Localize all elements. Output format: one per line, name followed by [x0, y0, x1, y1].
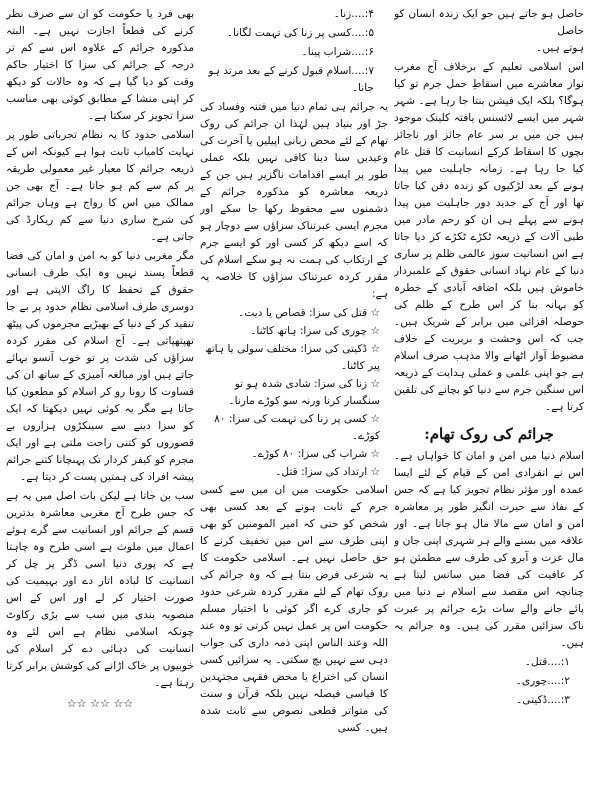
section-heading: جرائم کی روک تھام: [424, 425, 554, 443]
paragraph: مگر مغربی دنیا کو یہ امن و امان کی فضا قطعاً پسند نہیں وہ ایک طرف انسانی حقوق کے تحفظ کا راگ الاپتی ہے اور دوسری طرف اسلامی نظام حدود پر بے جا تنقید کر کے دنیا کے بھیڑیے مجرموں کی پیٹھ تھپتھپاتی ہے۔ آج اسلام کی مقرر کردہ سزاؤں کی شدت پر تو خوب آنسو بہائے جاتے ہیں اور مبالغہ آمیزی کے ساتھ ان کی قساوت کا رونا رو کر اسلام کو مطعون کیا جاتا ہے مگر یہ کوئی نہیں دیکھتا کہ ایک کو سزا دینے سے سینکڑوں ہزاروں بے قصوروں کو کتنی راحت ملتی ہے اور ایک مجرم کو کیفر کردار تک پہنچانا کتنے جرائم پیشہ افراد کی ہمتیں پست کر دیتا ہے۔ [6, 250, 195, 483]
list-item: ۶:....شراب پینا۔ [301, 46, 375, 58]
paragraph: اس اسلامی تعلیم کے برخلاف آج مغرب نواز معاشرے میں اسقاطِ حمل جرم تو کیا ہوگا؟ بلکہ ایک فیشن بنتا جا رہا ہے۔ شہر شہر میں ایسے لائسنس یافتہ کلینک موجود ہیں جن میں بر سر عام جائز اور ناجائز بچوں کا اسقاط کرکے انسانیت کا قتل عام کیا جا رہا ہے۔ زمانہ جاہلیت میں پیدا ہونے کے بعد لڑکیوں کو زندہ دفن کیا جاتا تھا اور آج کے جدید دور جاہلیت میں پیدا ہونے سے پہلے ہی ان کو رحم مادر میں طبی آلات کے ذریعہ ٹکڑے ٹکڑے کر دیا جاتا ہے اس انسانیت سوز عالمی ظلم پر ساری دنیا کے عام نہاد انسانی حقوق کے علمبردار خاموش ہیں بلکہ اضافہ آبادی کے خطرہ کو بہانہ بنا کر اس طرح کے ظلم کی حوصلہ افزائی میں برابر کے شریک ہیں۔ جب کہ اس وحشت و بربریت کے خلاف مضبوط آواز اٹھانے والا مذہب صرف اسلام ہے جو اپنی علمی و عملی ہدایت کے ذریعہ اس سنگین جرم سے دنیا کو بچانے کی تلقین کرتا ہے۔ [394, 61, 584, 413]
paragraph: اسلامی حدود کا یہ نظام تجرباتی طور پر نہایت کامیاب ثابت ہوا ہے کیونکہ اس کے ذریعہ جرائم کا معیار غیر معمولی طریقہ پر کم سے کم ہو جاتا ہے۔ آج بھی جن ممالک میں اس کا رواج ہے وہاں جرائم کی شرح ساری دنیا سے کم ریکارڈ کی جاتی ہے۔ [6, 129, 195, 243]
paragraph: حاصل ہو جاتے ہیں جو ایک زندہ انسان کو حاصل ہوتے ہیں۔ [394, 8, 584, 54]
paragraph: یہ جرائم ہی تمام دنیا میں فتنہ وفساد کی جڑ اور بنیاد ہیں لہٰذا ان جرائم کی روک تھام کے لئے محض زبانی اپیلیں یا آخرت کی وعیدیں سنا دینا کافی نہیں بلکہ عملی طور پر ایسے اقدامات ناگزیر ہیں جن کے ذریعہ معاشرہ کو مذکورہ جرائم کے دشمنوں سے محفوظ رکھا جا سکے اور مجرم ایسی عبرتناک سزاؤں سے دوچار ہو کہ اسے دیکھ کر کسی اور کو ایسے جرم کے ارتکاب کی ہمت نہ ہو سکے اسلام کی مقرر کردہ عبرتناک سزاؤں کا خلاصہ یہ ہے: [200, 101, 389, 300]
column-middle [200, 6, 388, 796]
paragraph: اسلام دنیا میں امن و امان کا خواہاں ہے۔ اس نے انفرادی امن کے قیام کے لئے ایسا عمدہ اور مؤثر نظام تجویز کیا ہے کہ جس کے نفاذ سے حیرت انگیز طور پر معاشرہ امن و امان سے مالا مال ہو جاتا ہے۔ اور علاقہ میں بسنے والے ہر شہری اپنی جان و مال عزت و آبرو کی طرف سے مطمئن ہو کر عافیت کی فضا میں سانس لیتا ہے چنانچہ اس مقصد سے اسلام نے دنیا میں پائے جانے والے سات بڑے جرائم پر عبرت ناک سزائیں مقرر کی ہیں۔ وہ جرائم یہ ہیں۔ [394, 450, 584, 649]
paragraph: سب بن جاتا ہے لیکن بات اصل میں یہ ہے کہ جس طرح آج مغربی معاشرہ بدترین قسم کے جرائم اور انسانیت سے گرے ہوئے اعمال میں ملوث ہے اسی طرح وہ چاہتا ہے کہ پوری دنیا اسی ڈگر پر چل کر انسانیت کا لبادہ اتار دے اور بہیمیت کی صورت اختیار کر لے اور اس کے اس منصوبہ بندی میں سب سے بڑی رکاوٹ چونکہ اسلامی نظام ہے اس لئے وہ انسانیت کی دہائی دے کر اسلام کی خوبیوں پر خاک اڑانے کی کوشش برابر کرتا رہتا ہے۔ [6, 490, 195, 689]
paragraph: بھی فرد یا حکومت کو ان سے صرف نظر کرنے کی قطعاً اجازت نہیں ہے۔ البتہ مذکورہ جرائم کے علاوہ اس سے کم تر درجہ کے جرائم کی سزا کا اختیار حاکم وقت کو دیا گیا ہے کہ وہ حالات کو دیکھ کر اپنی منشا کے مطابق کوئی بھی مناسب سزا تجویز کر سکتا ہے۔ [6, 8, 195, 122]
list-item: ۲:....چوری۔ [515, 675, 570, 687]
end-stars: ☆☆ ☆☆ ☆☆ [66, 697, 134, 710]
punishment-item: ☆ ڈکیتی کی سزا: مختلف سولی یا ہاتھ پیر کاٹنا۔ [205, 343, 381, 372]
list-item: ۴:....زنا۔ [333, 8, 375, 20]
punishment-item: ☆ ارتداد کی سزا: قتل۔ [275, 466, 381, 478]
column-left [6, 6, 194, 796]
punishment-item: ☆ زنا کی سزا: شادی شدہ ہو تو سنگسار کرنا ورنہ سو کوڑے مارنا۔ [228, 378, 381, 407]
list-item: ۵:....کسی پر زنا کی تہمت لگانا۔ [226, 27, 375, 39]
column-right [394, 6, 584, 796]
paragraph: اسلامی حکومت میں ان میں سے کسی جرم کے ثابت ہونے کے بعد کسی بھی شخص کو حتی کہ امیر المومنین کو بھی اپنی طرف سے اس میں تخفیف کرنے کا حق حاصل نہیں ہے۔ اسلامی حکومت کا یہ شرعی فرض بنتا ہے کہ وہ جرائم کی روک تھام کے لئے مقرر کردہ شرعی حدود کو جاری کرے اگر کوئی با اختیار مسلم حکومت اس پر عمل نہیں کرتی تو وہ عند اللہ وعند الناس اپنی ذمہ داری کی جواب دہی سے نہیں بچ سکتی۔ یہ سزائیں کسی انسان کی اختراع یا محض فقہی مجتہدین کا قیاسی فیصلہ نہیں بلکہ قرآن و سنت کی متواتر قطعی نصوص سے ثابت شدہ ہیں۔ کسی [200, 484, 389, 734]
list-item: ۱:....قتل۔ [524, 656, 570, 668]
punishment-item: ☆ شراب کی سزا: ۸۰ کوڑے۔ [251, 448, 381, 460]
columns [6, 6, 584, 796]
punishment-item: ☆ چوری کی سزا: ہاتھ کاٹنا۔ [250, 325, 381, 337]
list-item: ۳:....ڈکیتی۔ [516, 694, 570, 706]
punishment-item: ☆ کسی پر زنا کی تہمت کی سزا: ۸۰ کوڑے۔ [214, 413, 381, 442]
punishment-item: ☆ قتل کی سزا: قصاص یا دیت۔ [238, 307, 381, 319]
list-item: ۷:....اسلام قبول کرنے کے بعد مرتد ہو جانا۔ [208, 65, 375, 94]
